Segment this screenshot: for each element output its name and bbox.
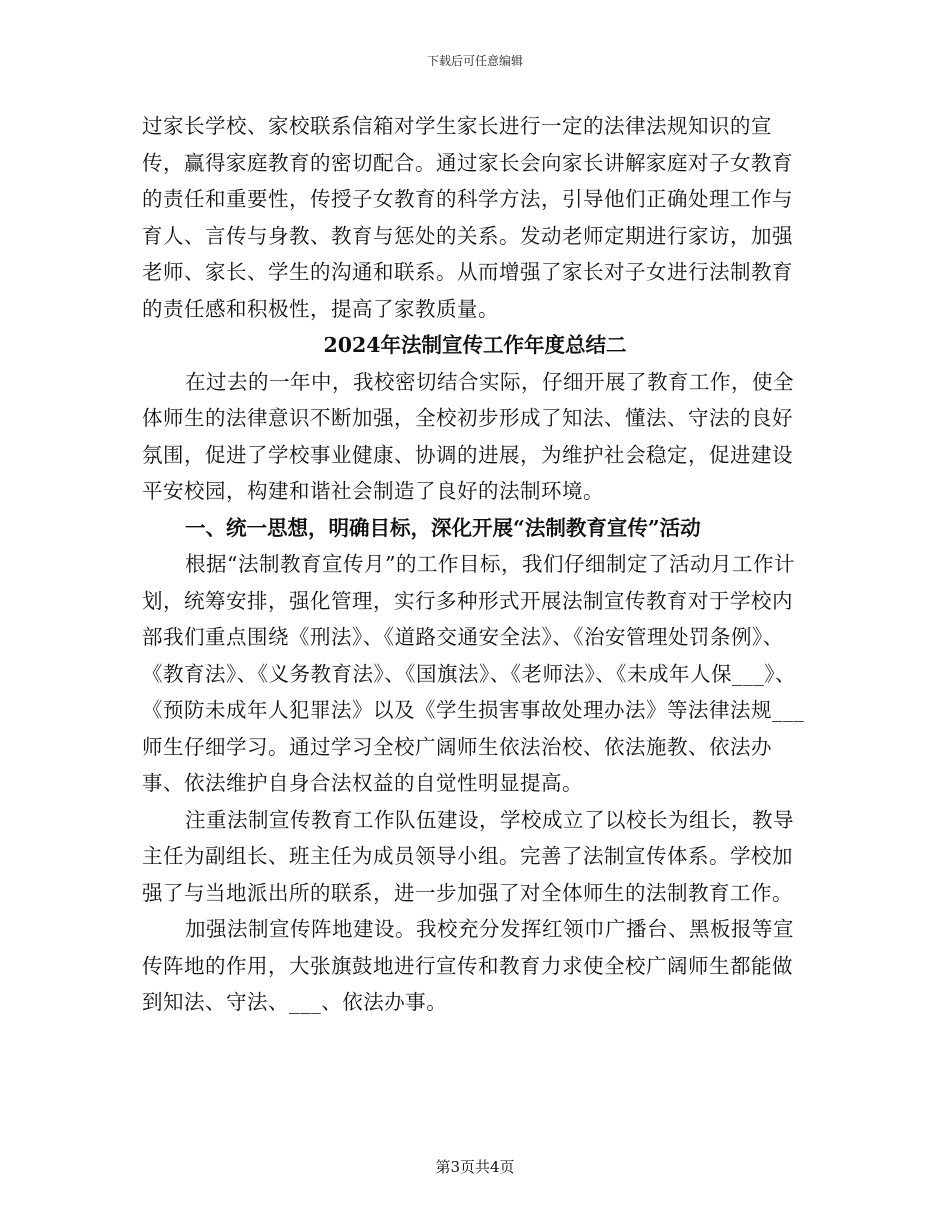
paragraph-continuation: 过家长学校、家校联系信箱对学生家长进行一定的法律法规知识的宣传，赢得家庭教育的密切配合。通过家长会向家长讲解家庭对子女教育的责任和重要性，传授子女教育的科学方法，引导他们正确处理工作与育人、言传与身教、教育与惩处的关系。发动老师定期进行家访，加强老师、家长、学生的沟通和联系。从而增强了家长对子女进行法制教育的责任感和积极性，提高了家教质量。 [142, 114, 793, 321]
section-heading-1: 一、统一思想，明确目标，深化开展“法制教育宣传”活动 [185, 515, 701, 540]
header-note: 下载后可任意编辑 [426, 54, 523, 68]
paragraph-intro: 在过去的一年中，我校密切结合实际，仔细开展了教育工作，使全体师生的法律意识不断加强，全校初步形成了知法、懂法、守法的良好氛围，促进了学校事业健康、协调的进展，为维护社会稳定，促进建设平安校园，构建和谐社会制造了良好的法制环境。 [142, 369, 795, 503]
document-title: 2024年法制宣传工作年度总结二 [323, 333, 627, 357]
page-number: 第3页共4页 [435, 1158, 515, 1176]
page-footer [0, 1157, 950, 1177]
page-header [0, 53, 950, 69]
paragraph-team-building: 注重法制宣传教育工作队伍建设，学校成立了以校长为组长，教导主任为副组长、班主任为成员领导小组。完善了法制宣传体系。学校加强了与当地派出所的联系，进一步加强了对全体师生的法制教育工作。 [142, 807, 795, 905]
paragraph-publicity-base: 加强法制宣传阵地建设。我校充分发挥红领巾广播台、黑板报等宣传阵地的作用，大张旗鼓地进行宣传和教育力求使全校广阔师生都能做到知法、守法、___、依法办事。 [142, 917, 795, 1014]
document-body [142, 108, 808, 1021]
paragraph-activity-plan: 根据“法制教育宣传月”的工作目标，我们仔细制定了活动月工作计划，统筹安排，强化管理，实行多种形式开展法制宣传教育对于学校内部我们重点围绕《刑法》、《道路交通安全法》、《治安管理处罚条例》、《教育法》、《义务教育法》、《国旗法》、《老师法》、《未成年人保___》、《预防未成年人犯罪法》以及《学生损害事故处理办法》等法律法规___师生仔细学习。通过学习全校广阔师生依法治校、依法施教、依法办事、依法维护自身合法权益的自觉性明显提高。 [142, 552, 805, 795]
